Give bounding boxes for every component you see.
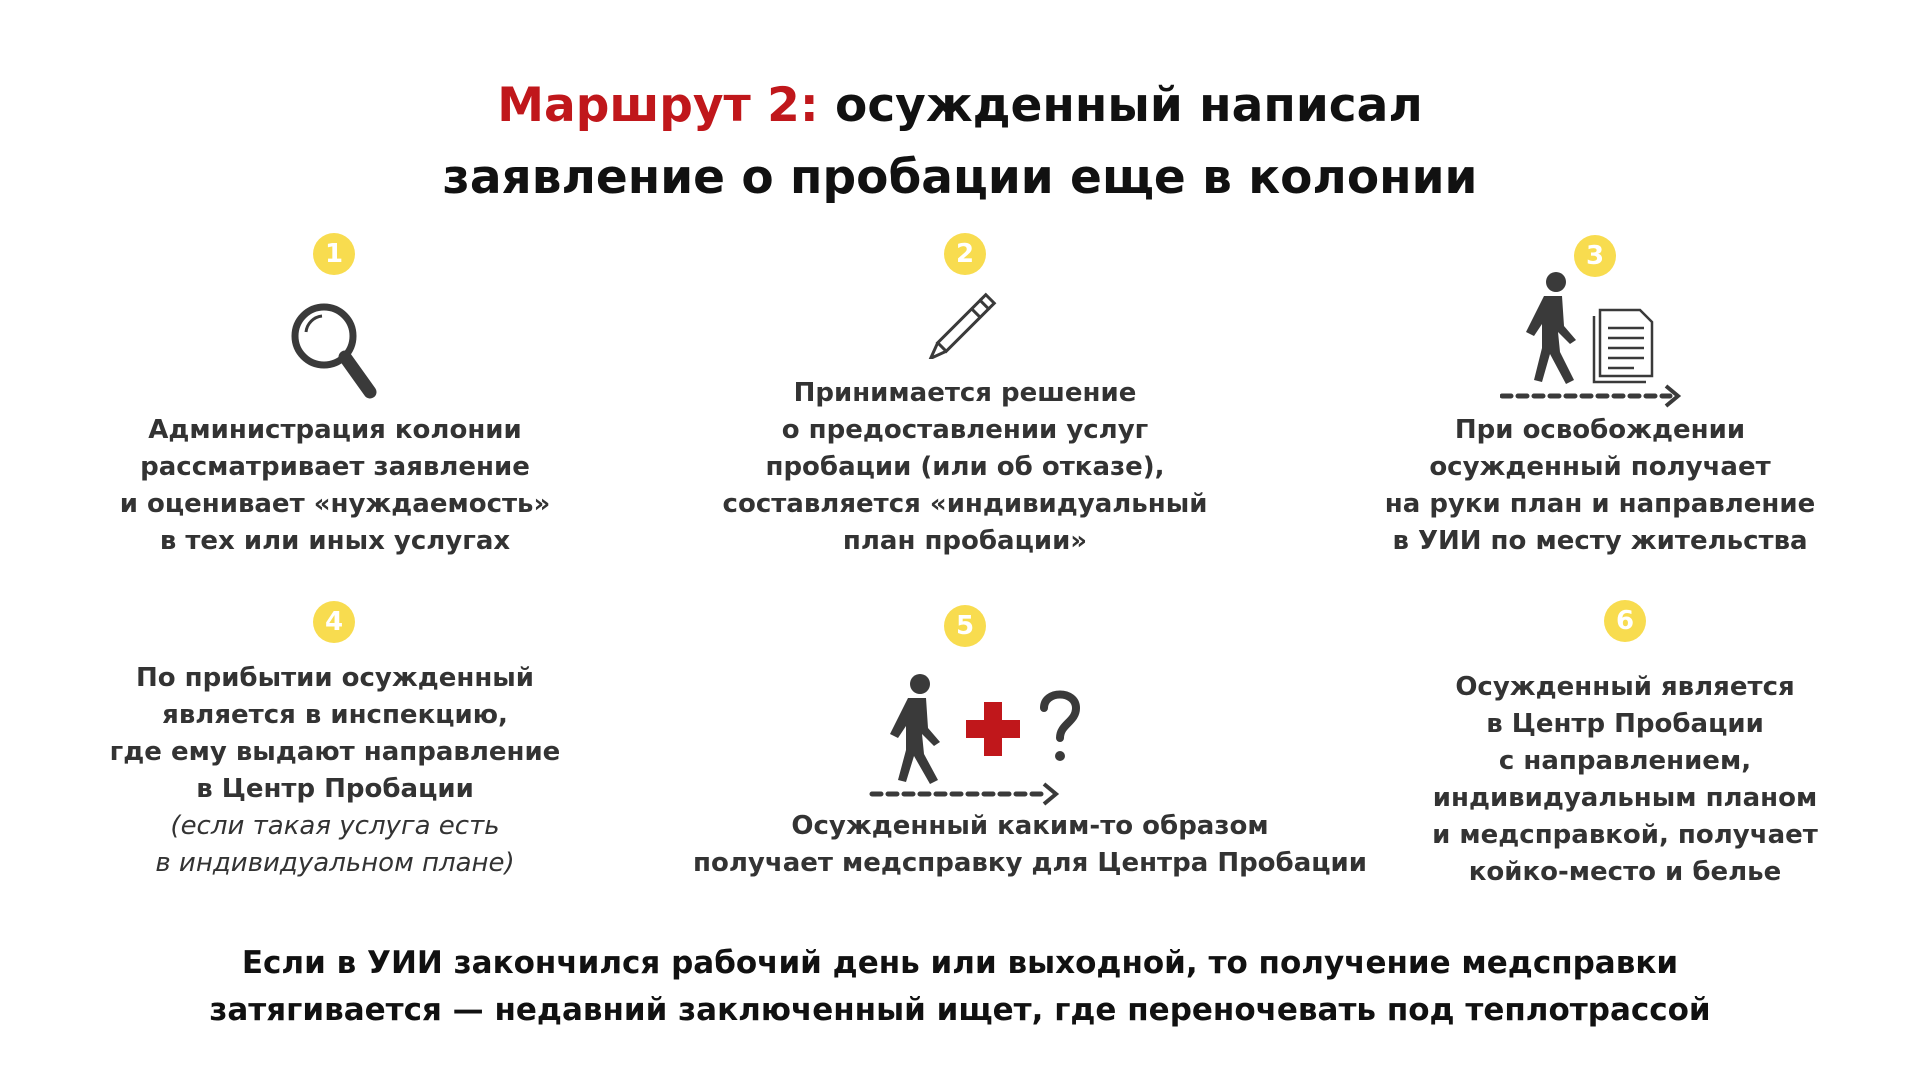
step-1-line: и оценивает «нуждаемость» (119, 489, 551, 519)
step-1-line: Администрация колонии (148, 415, 522, 445)
step-4-note: (если такая услуга есть (170, 811, 500, 841)
step-3-line: на руки план и направление (1384, 489, 1816, 519)
step-2-line: Принимается решение (793, 378, 1137, 408)
step-2-badge: 2 (944, 233, 986, 275)
step-1-line: в тех или иных услугах (159, 526, 511, 556)
magnifier-icon (288, 300, 378, 405)
step-6-line: в Центр Пробации (1486, 709, 1764, 739)
step-6-line: Осужденный является (1455, 672, 1795, 702)
walking-person-cross-question-icon (868, 672, 1098, 812)
step-6-badge: 6 (1604, 600, 1646, 642)
step-2-line: пробации (или об отказе), (765, 452, 1165, 482)
step-4-line: в Центр Пробации (196, 774, 474, 804)
step-1-badge: 1 (313, 233, 355, 275)
title-line-1 (0, 70, 1920, 142)
step-6-line: индивидуальным планом (1432, 783, 1818, 813)
step-4-line: является в инспекцию, (162, 700, 508, 730)
footer-line-2: затягивается — недавний заключенный ищет, где переночевать под теплотрассой (209, 992, 1711, 1028)
step-3-line: осужденный получает (1429, 452, 1771, 482)
step-4-line: По прибытии осужденный (135, 663, 535, 693)
step-3-text (1340, 412, 1860, 560)
title-line-1-rest: осужденный написал (818, 78, 1423, 133)
title-line-2: заявление о пробации еще в колонии (442, 150, 1478, 205)
step-4-line: где ему выдают направление (109, 737, 561, 767)
step-1-text (100, 412, 570, 560)
step-2-line: план пробации» (842, 526, 1088, 556)
footer-line-1: Если в УИИ закончился рабочий день или выходной, то получение медсправки (241, 945, 1679, 981)
pen-icon (926, 287, 1006, 359)
page-title (0, 70, 1920, 214)
step-6-text (1385, 669, 1865, 891)
step-6-line: с направлением, (1498, 746, 1752, 776)
step-2-line: составляется «индивидуальный (722, 489, 1208, 519)
step-3-line: При освобождении (1454, 415, 1746, 445)
step-4-text (90, 660, 580, 882)
footer-note (0, 940, 1920, 1034)
step-6-line: койко-место и белье (1468, 857, 1782, 887)
step-5-badge: 5 (944, 605, 986, 647)
step-1-line: рассматривает заявление (140, 452, 530, 482)
step-5-line: Осужденный каким-то образом (791, 811, 1269, 841)
step-4-badge: 4 (313, 601, 355, 643)
step-5-text (680, 808, 1380, 882)
walking-person-document-icon (1500, 270, 1700, 412)
step-2-text (710, 375, 1220, 560)
step-3-badge: 3 (1574, 235, 1616, 277)
step-5-line: получает медсправку для Центра Пробации (693, 848, 1367, 878)
step-2-line: о предоставлении услуг (781, 415, 1149, 445)
step-3-line: в УИИ по месту жительства (1392, 526, 1808, 556)
title-accent: Маршрут 2: (497, 78, 819, 133)
step-6-line: и медсправкой, получает (1432, 820, 1818, 850)
step-4-note: в индивидуальном плане) (155, 848, 515, 878)
